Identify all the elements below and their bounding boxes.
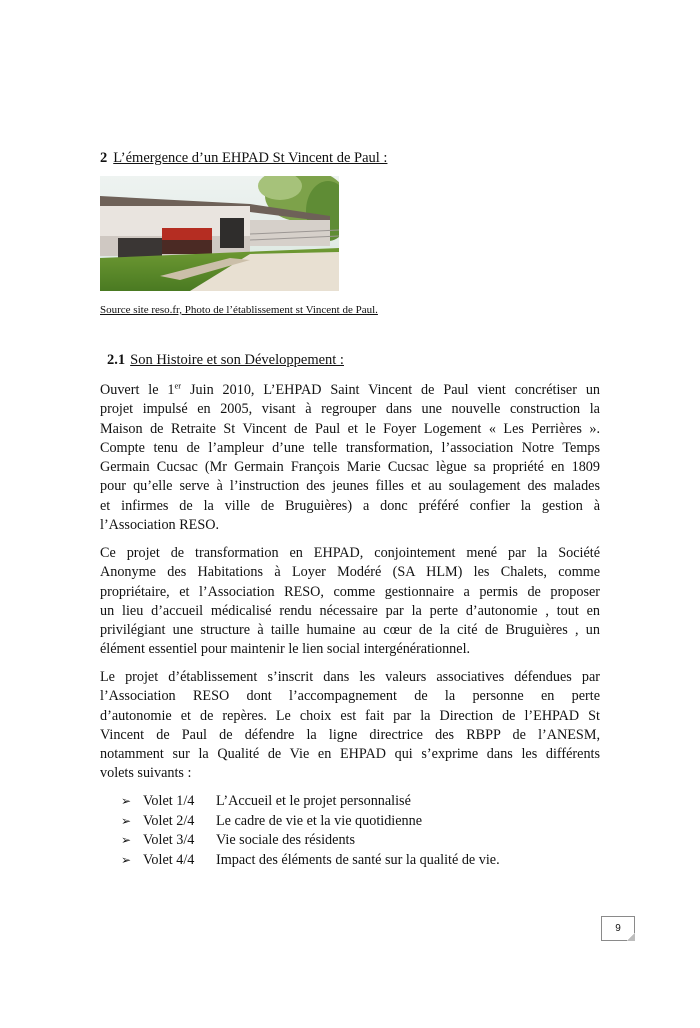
paragraph-line: un lieu d’accueil médicalisé rendu nécessaire par la perte d’autonomie , tout en <box>100 602 600 619</box>
list-item <box>121 831 500 851</box>
paragraph-line: Germain Cucsac (Mr Germain François Marie Cucsac lègue sa propriété en 1809 <box>100 459 600 476</box>
paragraph-line: Anonyme des Habitations à Loyer Modéré (SA HLM) les Chalets, comme <box>100 564 600 581</box>
volet-text: Vie sociale des résidents <box>216 832 356 848</box>
paragraph-line: Ce projet de transformation en EHPAD, conjointement mené par la Société <box>100 545 600 561</box>
paragraph-project <box>100 668 600 784</box>
section-title: L’émergence d’un EHPAD St Vincent de Paul : <box>113 150 388 166</box>
paragraph-line: et infirmes de la ville de Bruguières) a donc préféré confier la gestion à <box>100 497 600 514</box>
paragraph-line: Le projet d’établissement s’inscrit dans les valeurs associatives défendues par <box>100 669 600 685</box>
paragraph-line: volets suivants : <box>100 765 192 782</box>
volet-label: Volet 3/4 <box>143 832 195 848</box>
paragraph-line: projet impulsé en 2005, visant à regrouper dans une nouvelle construction la <box>100 401 600 418</box>
paragraph-line: d’autonomie et de repères. Le choix est fait par la Direction de l’EHPAD St <box>100 707 600 724</box>
paragraph-line: Vincent de Paul de défendre la ligne directrice des RBPP de l’ANESM, <box>100 726 600 743</box>
arrow-bullet-icon: ➢ <box>121 833 132 847</box>
paragraph-line: l’Association RESO. <box>100 517 220 534</box>
volet-list <box>121 792 500 870</box>
subsection-number: 2.1 <box>107 352 126 368</box>
paragraph-history <box>100 381 600 535</box>
paragraph-line: l’Association RESO dont l’accompagnement de la personne en perte <box>100 688 600 705</box>
paragraph-line: Ouvert le 1er Juin 2010, L’EHPAD Saint Vincent de Paul vient concrétiser un <box>100 380 601 398</box>
paragraph-line: propriétaire, et l’Association RESO, comme gestionnaire a permis de proposer <box>100 583 600 600</box>
page-number: 9 <box>601 916 635 941</box>
volet-text: Impact des éléments de santé sur la qualité de vie. <box>216 851 500 868</box>
arrow-bullet-icon: ➢ <box>121 813 132 828</box>
list-item <box>121 812 500 832</box>
list-item <box>121 792 500 812</box>
paragraph-line: Compte tenu de l’ampleur d’une telle transformation, l’association Notre Temps <box>100 439 600 456</box>
volet-label: Volet 1/4 <box>143 793 195 809</box>
section-heading <box>100 150 387 167</box>
photo-caption: Source site reso.fr, Photo de l’établissement st Vincent de Paul. <box>100 304 378 316</box>
volet-label: Volet 4/4 <box>143 851 195 868</box>
volet-label: Volet 2/4 <box>143 812 195 829</box>
subsection-title: Son Histoire et son Développement : <box>130 352 344 368</box>
list-item <box>121 851 500 871</box>
volet-text: L’Accueil et le projet personnalisé <box>216 793 411 809</box>
arrow-bullet-icon: ➢ <box>121 794 132 808</box>
paragraph-line: notamment sur la Qualité de Vie en EHPAD qui s’exprime dans les différents <box>100 746 600 763</box>
section-number: 2 <box>100 150 108 166</box>
paragraph-line: pour qu’elle serve à l’instruction des jeunes filles et au soulagement des malades <box>100 478 600 495</box>
establishment-photo <box>100 176 339 291</box>
subsection-heading <box>107 352 344 369</box>
paragraph-line: privilégiant une structure à taille humaine au cœur de la cité de Bruguières , un <box>100 622 600 639</box>
paragraph-line: Maison de Retraite St Vincent de Paul et le Foyer Logement « Les Perrières ». <box>100 420 600 437</box>
volet-text: Le cadre de vie et la vie quotidienne <box>216 812 423 829</box>
paragraph-transformation <box>100 544 600 660</box>
superscript-er: er <box>174 380 182 391</box>
paragraph-line: élément essentiel pour maintenir le lien social intergénérationnel. <box>100 641 471 658</box>
arrow-bullet-icon: ➢ <box>121 852 132 867</box>
